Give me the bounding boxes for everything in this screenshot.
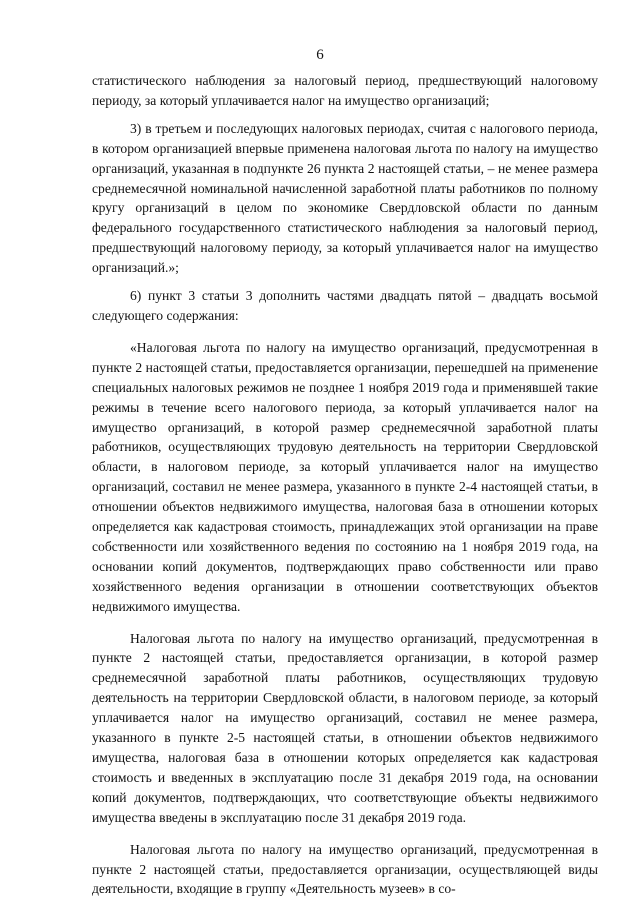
paragraph-continuation: статистического наблюдения за налоговый период, предшествующий налоговому периоду, за который уплачивается налог на имущество организаций; <box>92 73 598 108</box>
paragraph-quote-part-27: Налоговая льгота по налогу на имущество организаций, предусмотренная в пункте 2 настоящей статьи, предоставляется организации, осуществляющей виды деятельности, входящие в группу «Деятельность музеев» в со- <box>92 841 598 897</box>
document-body <box>92 71 598 899</box>
paragraph-item-6: 6) пункт 3 статьи 3 дополнить частями двадцать пятой – двадцать восьмой следующего содержания: <box>92 288 598 323</box>
paragraph-quote-part-25: «Налоговая льгота по налогу на имущество организаций, предусмотренная в пункте 2 настоящей статьи, предоставляется организации, перешедшей на применение специальных налоговых режимов не позднее 1 ноября 2019 года и применявшей такие режимы в течение всего налогового периода, за который уплачивается налог на имущество организаций, в которой размер среднемесячной заработной платы работников, осуществляющих трудовую деятельность на территории Свердловской области, в налоговом периоде, за который уплачивается налог на имущество организаций, составил не менее размера, указанного в пункте 2-4 настоящей статьи, в отношении объектов недвижимого имущества, налоговая база в отношении которых определяется как кадастровая стоимость, принадлежащих этой организации на праве собственности или хозяйственного ведения по состоянию на 1 ноября 2019 года, на основании копий документов, подтверждающих право собственности или право хозяйственного ведения организации в отношении соответствующих объектов недвижимого имущества. <box>92 339 598 614</box>
paragraph-quote-part-26: Налоговая льгота по налогу на имущество организаций, предусмотренная в пункте 2 настоящей статьи, предоставляется организации, в которой размер среднемесячной заработной платы работников, осуществляющих трудовую деятельность на территории Свердловской области, в налоговом периоде, за который уплачивается налог на имущество организаций, составил не менее размера, указанного в пункте 2-5 настоящей статьи, в отношении объектов недвижимого имущества, налоговая база в отношении которых определяется как кадастровая стоимость и введенных в эксплуатацию после 31 декабря 2019 года, на основании копий документов, подтверждающих, что соответствующие объекты недвижимого имущества введены в эксплуатацию после 31 декабря 2019 года. <box>92 630 598 825</box>
page-number: 6 <box>316 47 324 63</box>
paragraph-item-3: 3) в третьем и последующих налоговых периодах, считая с налогового периода, в котором организацией впервые применена налоговая льгота по налогу на имущество организаций, указанная в подпункте 26 пункта 2 настоящей статьи, – не менее размера среднемесячной номинальной начисленной заработной платы работников по полному кругу организаций в целом по экономике Свердловской области по данным федерального государственного статистического наблюдения за налоговый период, предшествующий налоговому периоду, за который уплачивается налог на имущество организаций.»; <box>92 120 598 276</box>
